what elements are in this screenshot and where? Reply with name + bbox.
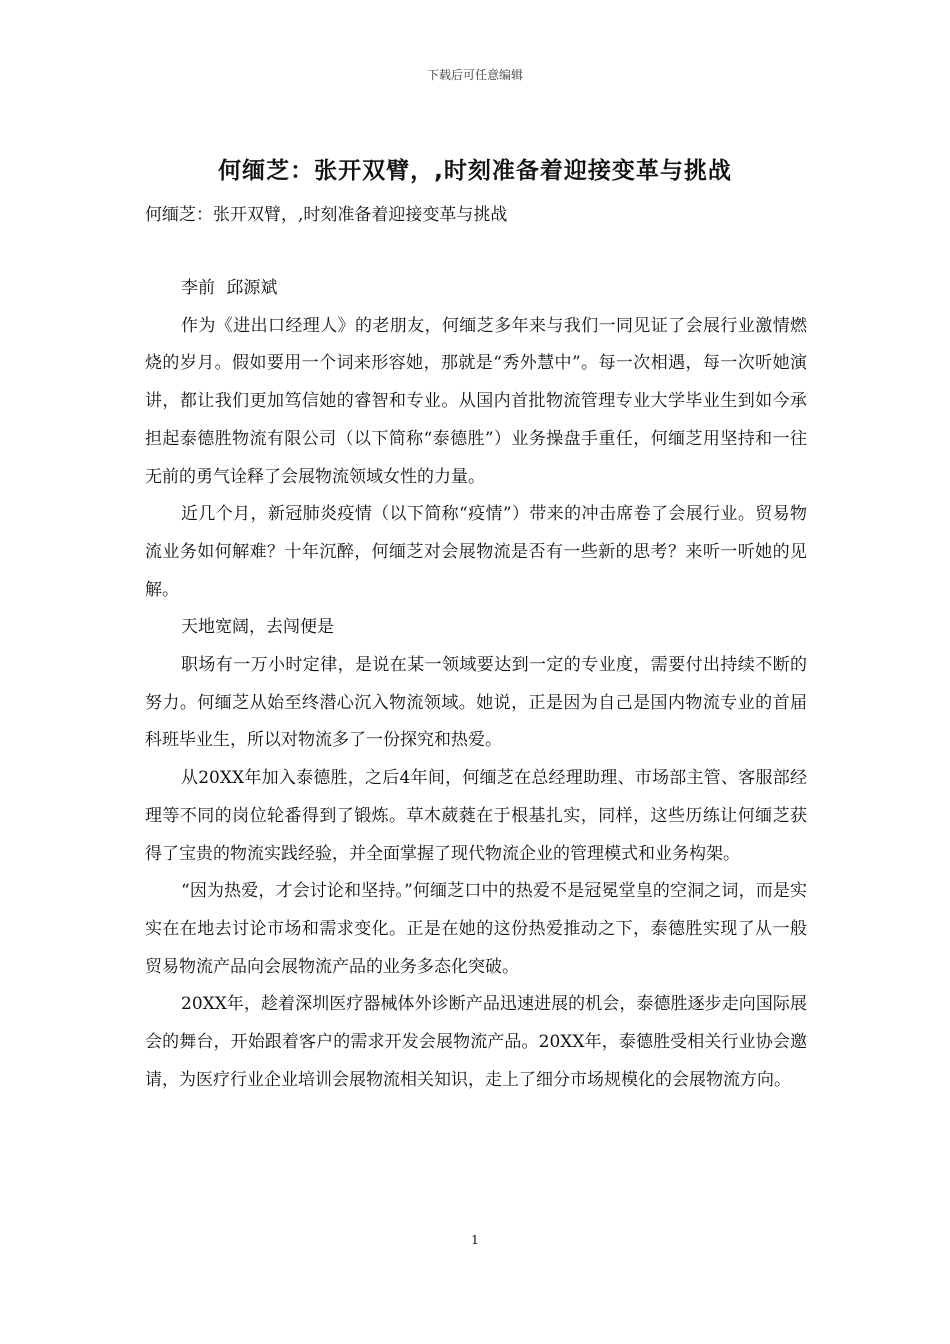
document-subtitle: 何缅芝：张开双臂，,时刻准备着迎接变革与挑战 [145,205,508,225]
article-body [145,270,807,1099]
document-title: 何缅芝：张开双臂，,时刻准备着迎接变革与挑战 [218,158,732,184]
paragraph: 从20XX年加入泰德胜，之后4年间，何缅芝在总经理助理、市场部主管、客服部经理等不同的岗位轮番得到了锻炼。草木葳蕤在于根基扎实，同样，这些历练让何缅芝获得了宝贵的物流实践经验，并全面掌握了现代物流企业的管理模式和业务构架。 [145,768,807,864]
page-header-note: 下载后可任意编辑 [426,68,523,82]
article-authors: 李前 邱源斌 [181,278,278,298]
paragraph: 20XX年，趁着深圳医疗器械体外诊断产品迅速进展的机会，泰德胜逐步走向国际展会的舞台，开始跟着客户的需求开发会展物流产品。20XX年，泰德胜受相关行业协会邀请，为医疗行业企业培训会展物流相关知识，走上了细分市场规模化的会展物流方向。 [145,994,807,1090]
paragraph: 作为《进出口经理人》的老朋友，何缅芝多年来与我们一同见证了会展行业激情燃烧的岁月。假如要用一个词来形容她，那就是“秀外慧中”。每一次相遇，每一次听她演讲，都让我们更加笃信她的睿智和专业。从国内首批物流管理专业大学毕业生到如今承担起泰德胜物流有限公司（以下简称“泰德胜”）业务操盘手重任，何缅芝用坚持和一往无前的勇气诠释了会展物流领域女性的力量。 [145,315,807,487]
paragraph: 职场有一万小时定律，是说在某一领域要达到一定的专业度，需要付出持续不断的努力。何缅芝从始至终潜心沉入物流领域。她说，正是因为自己是国内物流专业的首届科班毕业生，所以对物流多了一份探究和热爱。 [145,655,807,751]
paragraph: “因为热爱，才会讨论和坚持。”何缅芝口中的热爱不是冠冕堂皇的空洞之词，而是实实在在地去讨论市场和需求变化。正是在她的这份热爱推动之下，泰德胜实现了从一般贸易物流产品向会展物流产品的业务多态化突破。 [145,881,807,977]
page-number: 1 [471,1233,479,1247]
section-heading: 天地宽阔，去闯便是 [181,617,334,638]
paragraph: 近几个月，新冠肺炎疫情（以下简称“疫情”）带来的冲击席卷了会展行业。贸易物流业务如何解难？十年沉醉，何缅芝对会展物流是否有一些新的思考？来听一听她的见解。 [145,504,807,600]
